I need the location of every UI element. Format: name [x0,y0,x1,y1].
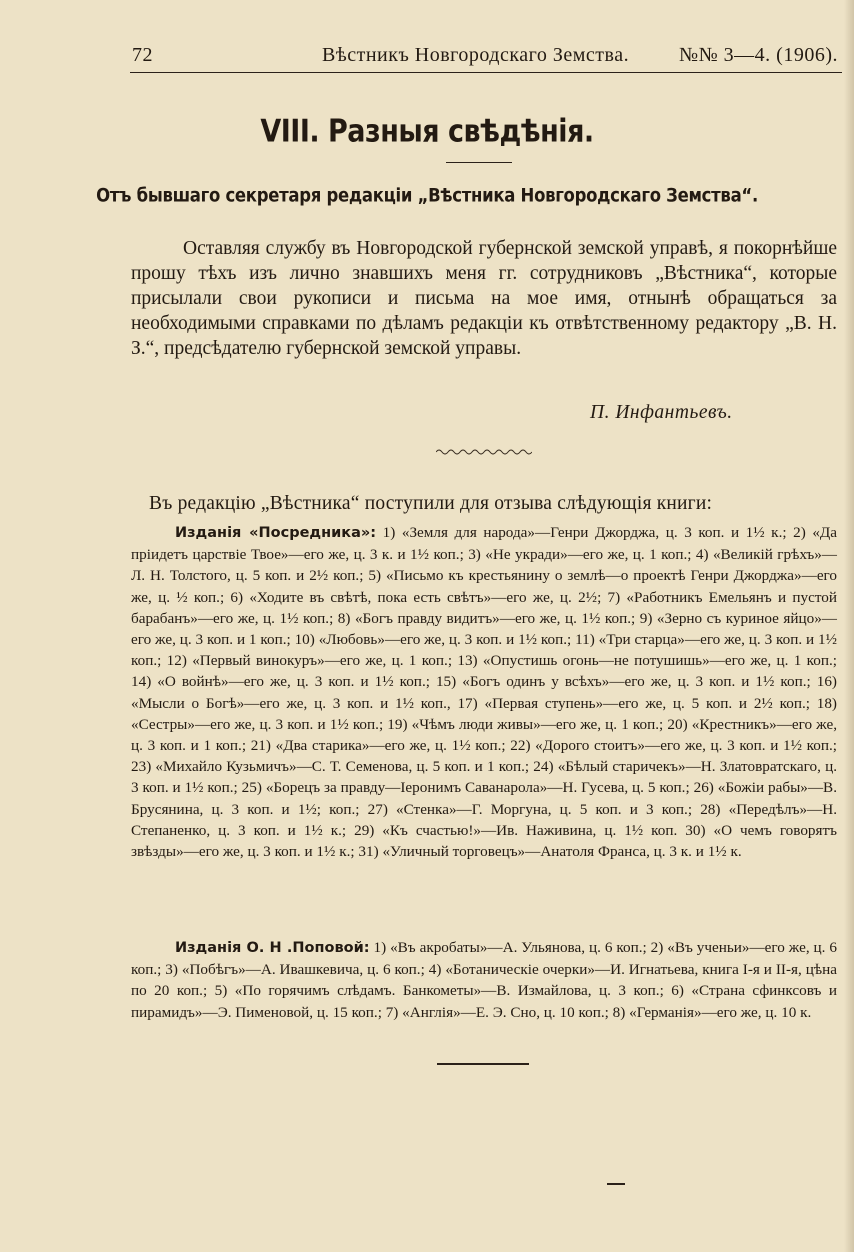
ornament-divider [436,447,532,457]
dash-mark [607,1183,625,1185]
popova-list: 1) «Въ акробаты»—А. Ульянова, ц. 6 коп.; 2) «Въ ученьи»—его же, ц. 6 коп.; 3) «Побѣгъ»—А. Ивашкевича, ц. 6 коп.; 4) «Ботаническіе очерки»—И. Игнатьева, книга I-я и II-я, цѣна по 20 коп.; 5) «По горячимъ слѣдамъ. Банкометы»—В. Измайлова, ц. 3 коп.; 6) «Страна сфинксовъ и пирамидъ»—Э. Пименовой, ц. 15 коп.; 7) «Англія»—Е. Э. Сно, ц. 10 коп.; 8) «Германія»—его же, ц. 10 к. [131,939,837,1021]
end-rule [437,1063,529,1065]
popova-label: Изданія О. Н .Поповой: [175,940,370,956]
posrednik-list: 1) «Земля для народа»—Генри Джорджа, ц. 3 коп. и 1½ к.; 2) «Да пріидетъ царствіе Твое»—его же, ц. 3 к. и 1½ коп.; 3) «Не укради»—его же, ц. 1 коп.; 4) «Великій грѣхъ»—Л. Н. Толстого, ц. 5 коп. и 2½ коп.; 5) «Письмо къ крестьянину о землѣ—о проектѣ Генри Джорджа»—его же, ц. ½ коп.; 6) «Ходите въ свѣтѣ, пока есть свѣтъ»—его же, ц. 2½; 7) «Работникъ Емельянъ и пустой барабанъ»—его же, ц. 1½ коп.; 8) «Богъ правду видитъ»—его же, ц. 1½ коп.; 9) «Зерно съ куриное яйцо»—его же, ц. 3 коп. и 1 коп.; 10) «Любовь»—его же, ц. 3 коп. и 1½ коп.; 11) «Три старца»—его же, ц. 3 коп. и 1½ коп.; 12) «Первый винокуръ»—его же, ц. 1 коп.; 13) «Опустишь огонь—не потушишь»—его же, ц. 1 коп.; 14) «О войнѣ»—его же, ц. 3 коп. и 1½ коп.; 15) «Богъ одинъ у всѣхъ»—его же, ц. 3 коп. и 1½ коп.; 16) «Мысли о Богѣ»—его же, ц. 3 коп. и 1½ коп., 17) «Первая ступень»—его же, ц. 5 коп. и 2½ коп.; 18) «Сестры»—его же, ц. 3 коп. и 1½ коп.; 19) «Чѣмъ люди живы»—его же, ц. 1 коп.; 20) «Крестникъ»—его же, ц. 3 коп. и 1 коп.; 21) «Два старика»—его же, ц. 1½ коп.; 22) «Дорого стоитъ»—его же, ц. 3 коп. и 1½ коп.; 23) «Михайло Кузьмичъ»—С. Т. Семенова, ц. 5 коп. и 1 коп.; 24) «Бѣлый старичекъ»—Н. Златовратскаго, ц. 3 коп. и 1½ коп.; 25) «Борецъ за правду—Іеронимъ Саванарола»—Н. Гусева, ц. 5 коп.; 26) «Божіи рабы»—В. Брусянина, ц. 3 коп. и 1½; коп.; 27) «Стенка»—Г. Моргуна, ц. 5 коп. и 3 коп.; 28) «Передѣлъ»—Н. Степаненко, ц. 3 коп. и 1½ к.; 29) «Къ счастью!»—Ив. Наживина, ц. 1½ коп. 30) «О чемъ говорятъ звѣзды»—его же, ц. 3 коп. и 1½ к.; 31) «Уличный торговецъ»—Анатоля Франса, ц. 3 к. и 1½ к. [131,524,838,861]
page-edge-shadow [844,0,854,1252]
notice-body: Оставляя службу въ Новгородской губернской земской управѣ, я покорнѣйше прошу тѣхъ изъ лично знавшихъ меня гг. сотрудниковъ „Вѣстника“, которые присылали свои рукописи и письма на мое имя, отнынѣ обращаться за необходимыми справками по дѣламъ редакціи къ отвѣтственному редактору „В. Н. З.“, предсѣдателю губернской земской управы. [131,238,837,359]
section-title: VIII. Разныя свѣдѣнія. [260,113,594,150]
signature: П. Инфантьевъ. [590,402,733,423]
issue-number: №№ 3—4. (1906). [679,44,838,66]
popova-publications [131,937,837,1023]
books-heading: Въ редакцію „Вѣстника“ поступили для отзыва слѣдующія книги: [149,493,713,514]
notice-heading: Отъ бывшаго секретаря редакціи „Вѣстника Новгородскаго Земства“. [96,184,758,207]
posrednik-label: Изданія «Посредника»: [175,525,377,541]
journal-title: Вѣстникъ Новгородскаго Земства. [322,44,630,66]
title-divider [446,162,512,163]
posrednik-publications [131,522,837,862]
header-rule [130,72,842,73]
page-number: 72 [132,44,153,66]
